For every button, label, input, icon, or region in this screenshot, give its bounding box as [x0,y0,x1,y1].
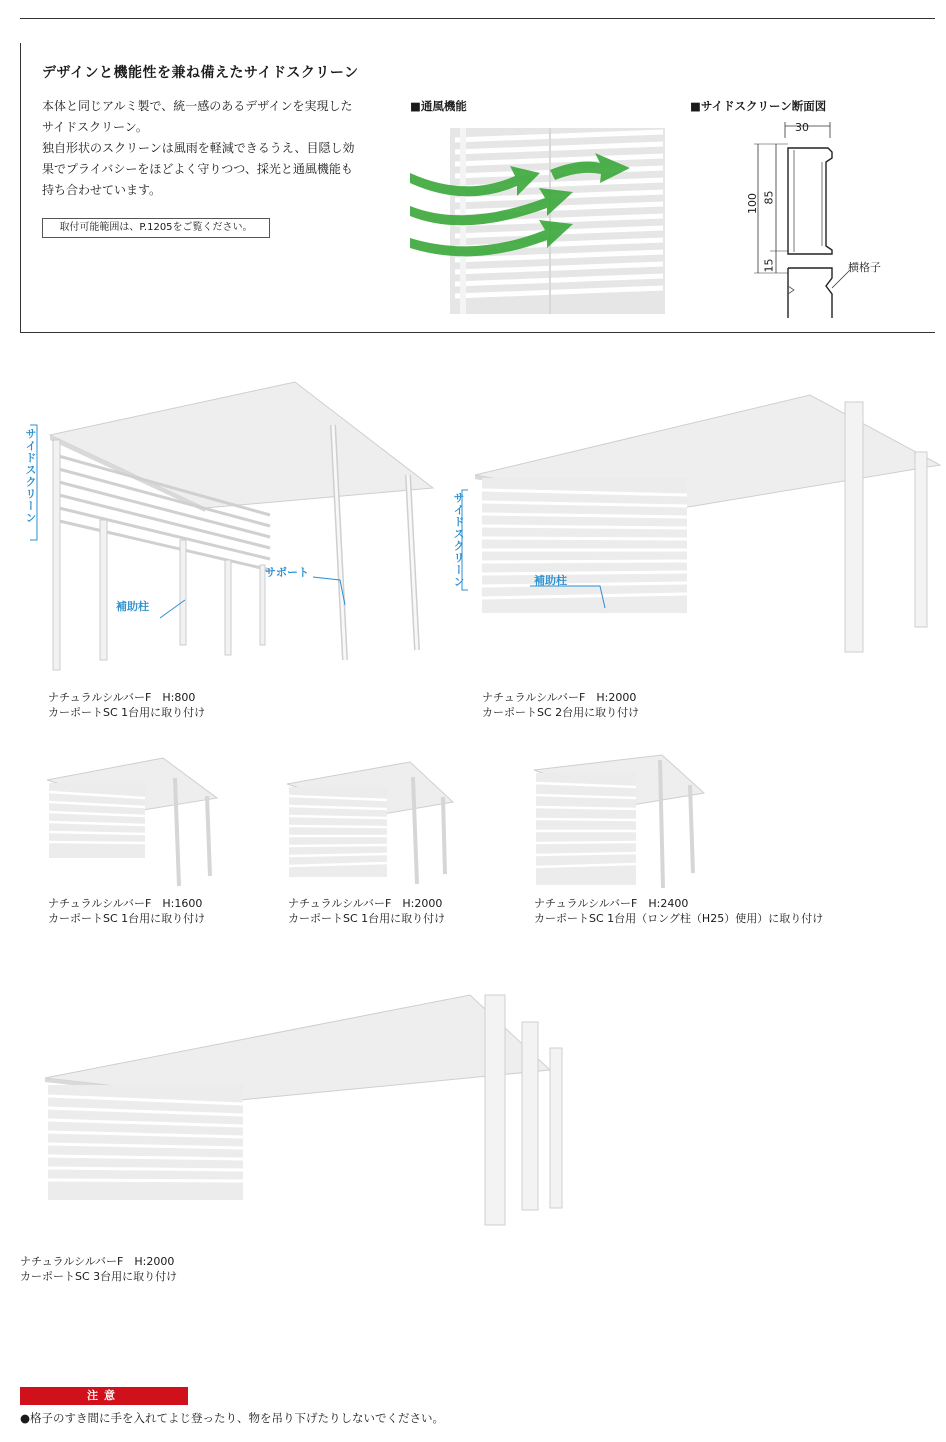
product-caption-1 [48,690,205,720]
caption-line2: カーポートSC 1台用（ロング柱（H25）使用）に取り付け [534,912,824,925]
description-line: 本体と同じアルミ製で、統一感のあるデザインを実現した [42,99,353,113]
caption-line1: ナチュラルシルバーF H:2000 [288,897,443,910]
ventilation-heading: ■通風機能 [410,99,467,113]
feature-heading: デザインと機能性を兼ね備えたサイドスクリーン [42,65,359,81]
caption-line2: カーポートSC 1台用に取り付け [48,912,206,925]
section-lower-label: 15 [762,258,776,273]
carport-photo-1 [45,380,435,670]
section-heading: ■サイドスクリーン断面図 [690,99,827,113]
section-total-label: 100 [746,193,759,214]
reference-note: 取付可能範囲は、P.1205をご覧ください。 [42,218,270,238]
description-line: 独自形状のスクリーンは風雨を軽減できるうえ、目隠し効 [42,141,355,155]
support-callout: サポート [265,566,309,579]
feature-description [42,96,382,201]
caption-line2: カーポートSC 3台用に取り付け [20,1270,178,1283]
side-screen-callout-1: サイドスクリーン [24,428,37,524]
carport-photo-5 [532,755,707,890]
caption-line2: カーポートSC 1台用に取り付け [48,706,206,719]
product-caption-2 [482,690,639,720]
product-caption-3 [48,896,205,926]
caption-line2: カーポートSC 1台用に取り付け [288,912,446,925]
carport-photo-3 [45,758,220,888]
side-screen-callout-2: サイドスクリーン [452,492,465,588]
carport-photo-6 [40,990,580,1225]
section-diagram [740,118,900,318]
caption-line1: ナチュラルシルバーF H:2000 [20,1255,175,1268]
aux-post-callout-1: 補助柱 [116,600,149,613]
caption-line1: ナチュラルシルバーF H:2000 [482,691,637,704]
aux-post-callout-2: 補助柱 [534,574,567,587]
caption-line1: ナチュラルシルバーF H:800 [48,691,196,704]
product-caption-6 [20,1254,177,1284]
description-line: サイドスクリーン。 [42,120,148,134]
caption-line2: カーポートSC 2台用に取り付け [482,706,640,719]
section-width-label: 30 [795,121,809,134]
caption-line1: ナチュラルシルバーF H:2400 [534,897,689,910]
caution-badge: 注意 [20,1387,188,1405]
carport-photo-2 [470,390,940,660]
description-line: 持ち合わせています。 [42,183,162,197]
caution-text: ●格子のすき間に手を入れてよじ登ったり、物を吊り下げたりしないでください。 [20,1411,445,1425]
product-caption-5 [534,896,823,926]
product-caption-4 [288,896,445,926]
carport-photo-4 [285,762,455,887]
caption-line1: ナチュラルシルバーF H:1600 [48,897,203,910]
section-upper-label: 85 [762,190,776,205]
ventilation-illustration [405,128,665,314]
description-line: 果でプライバシーをほどよく守りつつ、採光と通風機能も [42,162,353,176]
top-rule [20,18,935,19]
section-part-label: 横格子 [848,261,881,274]
